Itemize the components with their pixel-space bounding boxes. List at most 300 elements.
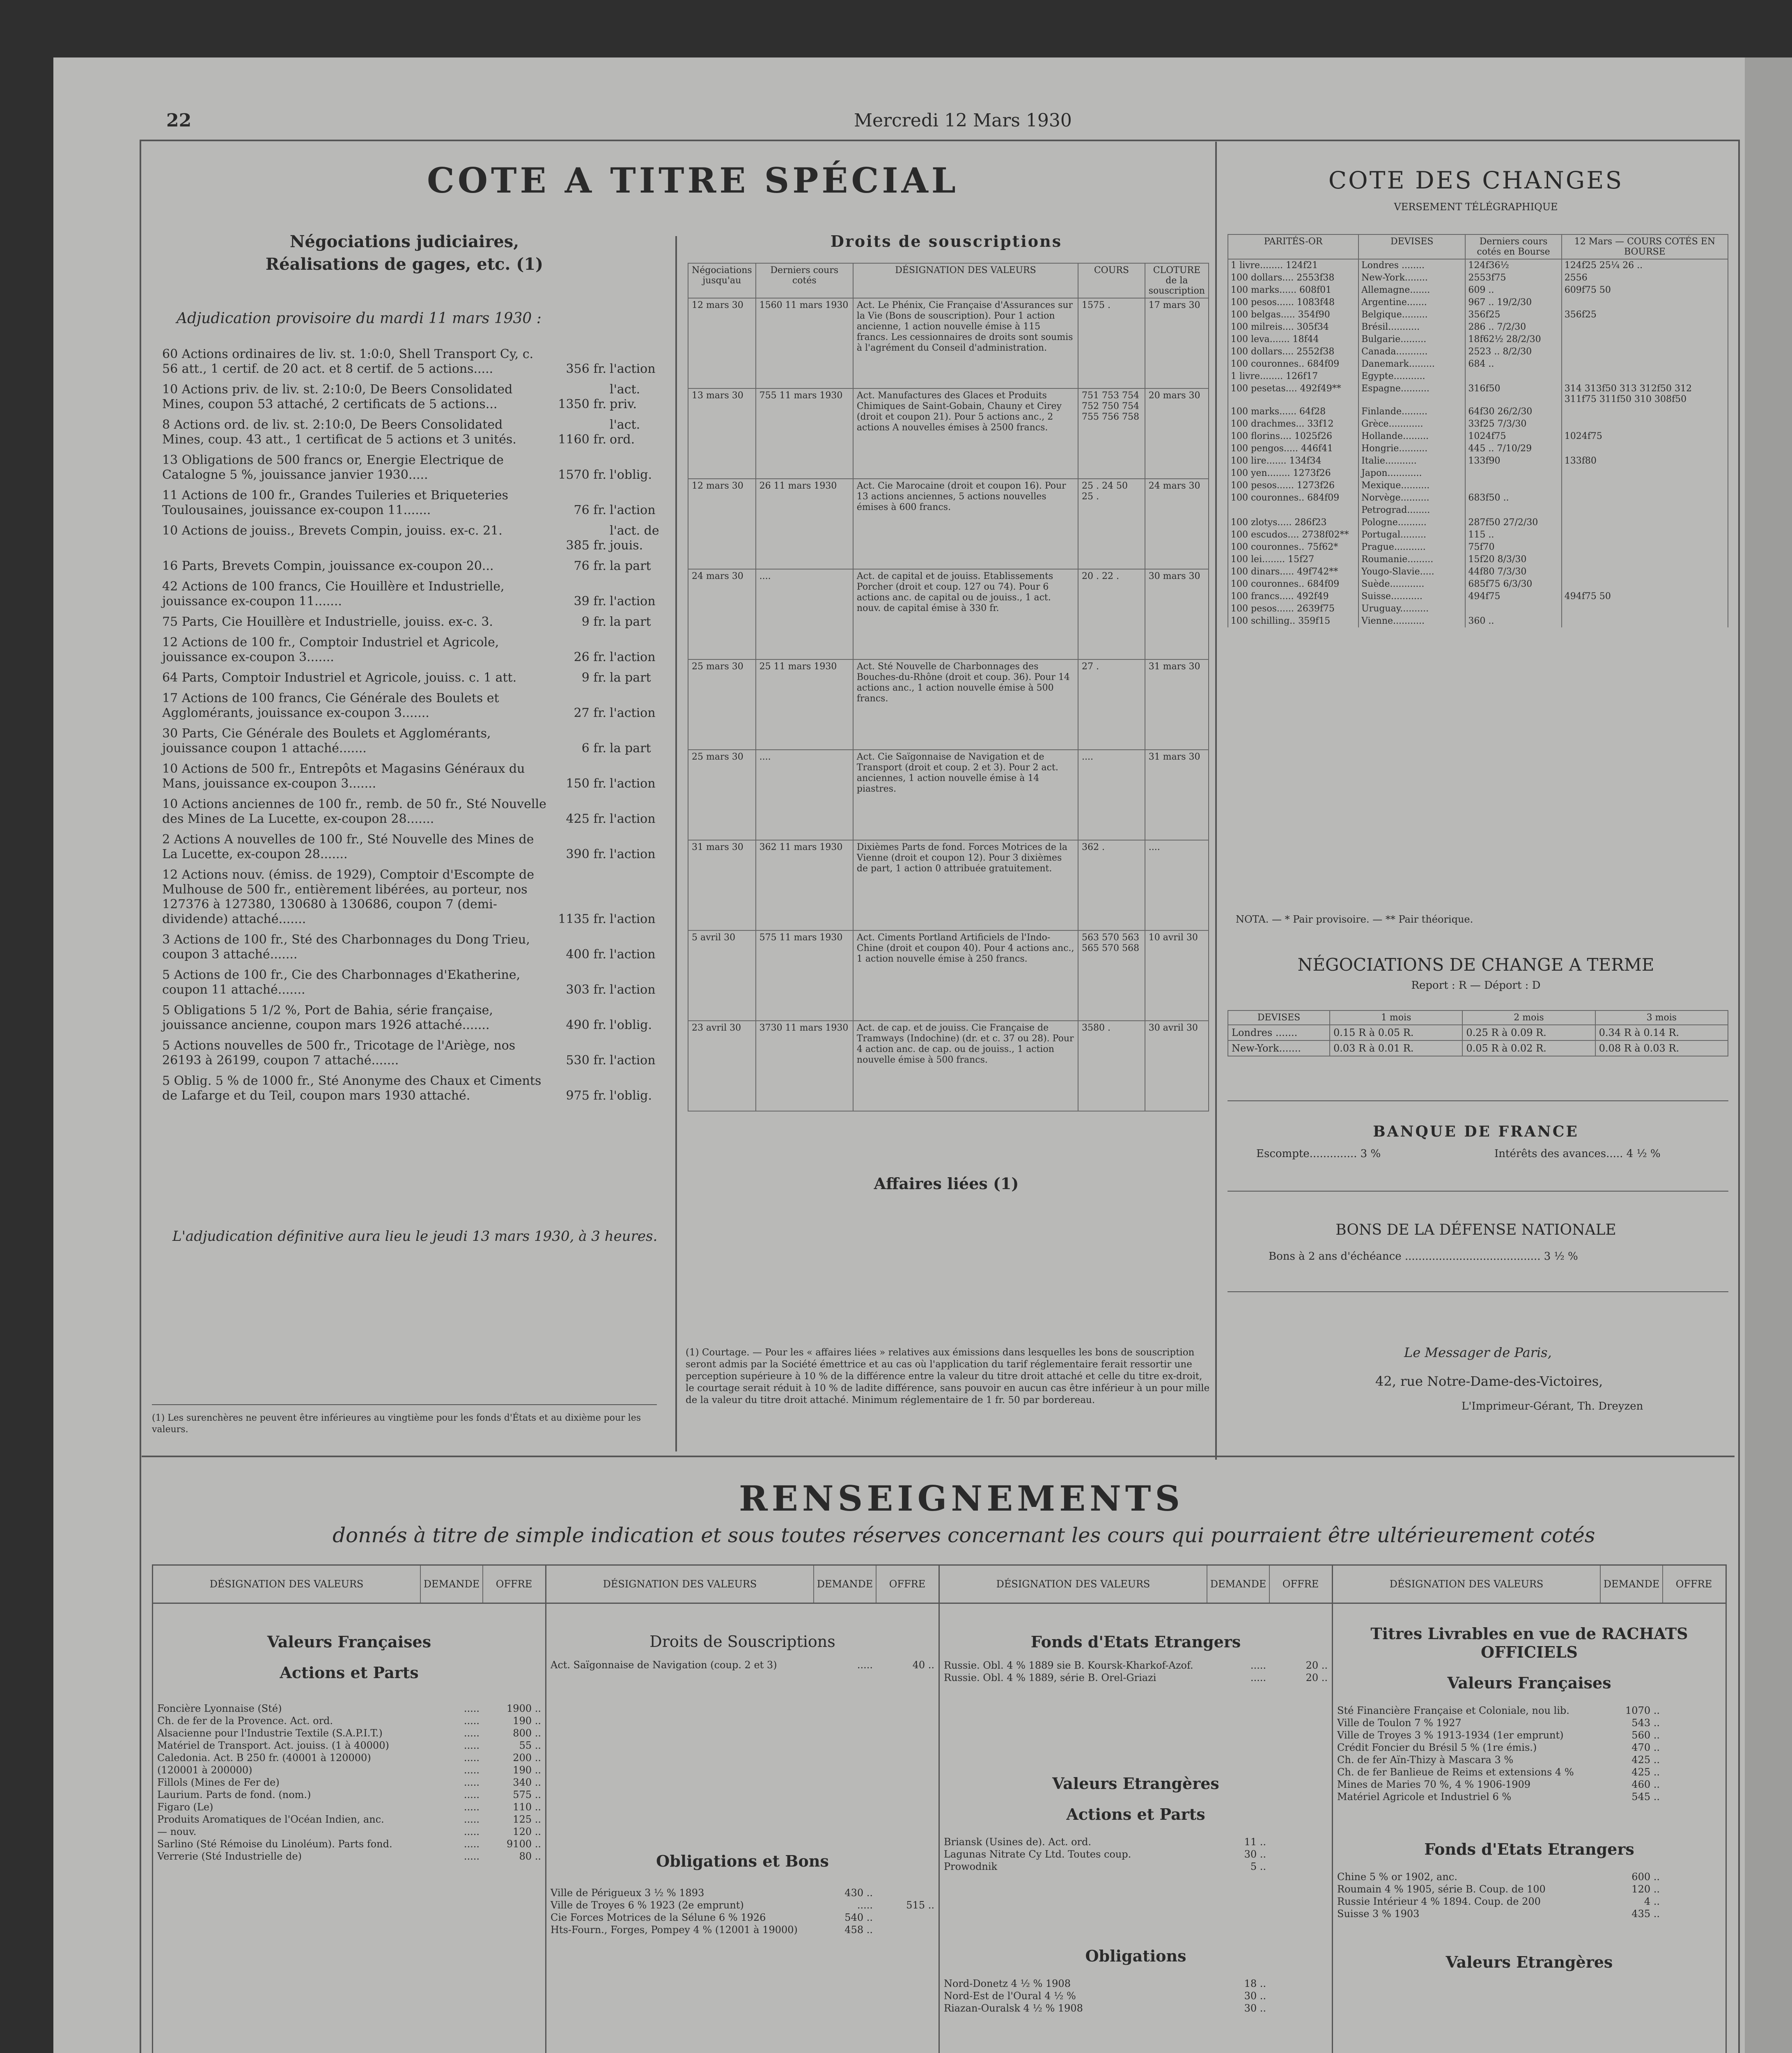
col-header: DÉSIGNATION DES VALEURS <box>853 263 1078 298</box>
item-demande: ..... <box>463 1703 480 1714</box>
item-demande: ..... <box>463 1851 480 1862</box>
cote-item-text: 64 Parts, Comptoir Industriel et Agricole, jouiss. c. 1 att. <box>162 671 517 685</box>
col-header: DEMANDE <box>421 1566 483 1603</box>
cote-title: COTE A TITRE SPÉCIAL <box>427 160 959 201</box>
table-cell: Mexique.......... <box>1358 480 1465 492</box>
cote-item-unit: la part <box>610 559 651 573</box>
rens-list <box>1333 1704 1725 1803</box>
cote-item <box>162 418 667 447</box>
col-header: Derniers cours cotés <box>756 263 853 298</box>
table-cell: Egypte........... <box>1358 370 1465 383</box>
list-item <box>153 1789 545 1801</box>
list-item <box>153 1838 545 1850</box>
item-name: Figaro (Le) <box>157 1801 213 1813</box>
cote-item <box>162 453 667 482</box>
table-cell: Act. de capital et de jouiss. Etablissements Porcher (droit et coup. 127 ou 74). Pour 6 actions anc. de capital ou de jouiss., 1 act. nouv. de capital émise à 330 fr. <box>853 569 1078 659</box>
table-row <box>1228 590 1728 603</box>
table-cell: Allemagne....... <box>1358 284 1465 296</box>
item-name: Verrerie (Sté Industrielle de) <box>157 1851 302 1862</box>
table-cell: Japon............ <box>1358 467 1465 480</box>
list-item <box>153 1776 545 1789</box>
table-cell: 133f80 <box>1562 455 1728 467</box>
col-header: DEMANDE <box>814 1566 876 1603</box>
list-item <box>940 1836 1332 1848</box>
cote-item-text: 10 Actions priv. de liv. st. 2:10:0, De Beers Consolidated Mines, coupon 53 attaché, 2 certificats de 5 actions... <box>162 382 513 411</box>
list-item <box>1333 1883 1725 1895</box>
table-cell: 100 francs..... 492f49 <box>1228 590 1358 603</box>
table-cell: 100 dollars.... 2552f38 <box>1228 346 1358 358</box>
item-demande: ..... <box>1250 1660 1266 1671</box>
table-cell <box>1562 615 1728 627</box>
divider <box>1228 1191 1728 1192</box>
table-cell: 64f30 26/2/30 <box>1465 406 1561 418</box>
cote-item-text: 5 Oblig. 5 % de 1000 fr., Sté Anonyme des Chaux et Ciments de Lafarge et du Teil, coupon mars 1930 attaché. <box>162 1074 542 1103</box>
cote-item-unit: l'action <box>610 776 656 791</box>
item-demande: 600 .. <box>1631 1871 1660 1883</box>
item-offre <box>1660 1791 1721 1803</box>
rens-list <box>940 1659 1332 1684</box>
item-offre <box>873 1911 934 1924</box>
item-name: Russie. Obl. 4 % 1889, série B. Orel-Griazi <box>944 1672 1156 1683</box>
cote-item-text: 3 Actions de 100 fr., Sté des Charbonnages du Dong Trieu, coupon 3 attaché....... <box>162 932 530 962</box>
table-cell: 2523 .. 8/2/30 <box>1465 346 1561 358</box>
item-offre <box>1660 1729 1721 1741</box>
table-cell: 609 .. <box>1465 284 1561 296</box>
item-name: Caledonia. Act. B 250 fr. (40001 à 120000) <box>157 1752 371 1764</box>
cote-item <box>162 671 667 685</box>
list-item <box>940 2002 1332 2014</box>
table-row <box>1228 1040 1728 1056</box>
cote-item <box>162 1074 667 1103</box>
item-offre <box>1266 1836 1328 1848</box>
cote-item-price: 39 fr. <box>574 594 606 609</box>
item-offre <box>1266 2002 1328 2014</box>
item-demande: 560 .. <box>1631 1729 1660 1741</box>
rens-list <box>940 1836 1332 1873</box>
table-cell: 100 escudos.... 2738f02** <box>1228 529 1358 541</box>
table-cell: 20 . 22 . <box>1078 569 1145 659</box>
cote-item-unit: l'action <box>610 983 656 997</box>
item-demande: 460 .. <box>1631 1779 1660 1790</box>
item-offre: 40 .. <box>912 1659 934 1671</box>
table-cell: 31 mars 30 <box>1145 659 1209 750</box>
table-row <box>1228 383 1728 406</box>
item-name: Matériel de Transport. Act. jouiss. (1 à 40000) <box>157 1740 389 1751</box>
table-cell: 124f25 25¼ 26 .. <box>1562 259 1728 272</box>
col-header: DEVISES <box>1228 1010 1330 1025</box>
table-cell <box>1562 603 1728 615</box>
table-cell <box>1562 553 1728 566</box>
cote-item-price: 1135 fr. <box>558 912 606 926</box>
table-cell: 24 mars 30 <box>688 569 756 659</box>
table-cell: 362 11 mars 1930 <box>756 840 853 930</box>
table-cell <box>1562 529 1728 541</box>
table-cell: 1024f75 <box>1465 430 1561 443</box>
item-demande: ..... <box>1250 1672 1266 1683</box>
item-demande: ..... <box>463 1727 480 1739</box>
cote-item <box>162 615 667 629</box>
table-cell: 115 .. <box>1465 529 1561 541</box>
item-offre <box>1660 1741 1721 1754</box>
col-header: OFFRE <box>496 1578 532 1590</box>
section-heading: Actions et Parts <box>280 1663 419 1682</box>
item-offre: 110 .. <box>513 1801 541 1813</box>
definitive-notice: L'adjudication définitive aura lieu le jeudi 13 mars 1930, à 3 heures. <box>172 1228 658 1245</box>
table-row <box>1228 492 1728 504</box>
table-row <box>1228 321 1728 333</box>
section-heading: Valeurs Etrangères <box>1052 1774 1219 1793</box>
cote-item-text: 11 Actions de 100 fr., Grandes Tuileries et Briqueteries Toulousaines, jouissance ex-coupon 11....... <box>162 488 508 517</box>
table-cell: Hongrie.......... <box>1358 443 1465 455</box>
item-demande: 458 .. <box>844 1924 873 1936</box>
item-demande: 545 .. <box>1631 1791 1660 1803</box>
item-name: Roumain 4 % 1905, série B. Coup. de 100 <box>1337 1883 1546 1895</box>
table-cell: 23 avril 30 <box>688 1021 756 1111</box>
cote-item-price: 1570 fr. <box>558 468 606 482</box>
cote-item <box>162 488 667 518</box>
cote-item-price: 9 fr. <box>581 615 606 629</box>
table-row <box>1228 418 1728 430</box>
cote-item-unit: l'oblig. <box>610 1018 652 1032</box>
table-row <box>688 479 1209 569</box>
item-name: Sarlino (Sté Rémoise du Linoléum). Parts fond. <box>157 1838 392 1850</box>
item-name: Lagunas Nitrate Cy Ltd. Toutes coup. <box>944 1849 1131 1860</box>
item-offre <box>1660 1871 1721 1883</box>
table-row <box>688 1021 1209 1111</box>
col-header: OFFRE <box>1282 1578 1319 1590</box>
table-row <box>1228 296 1728 309</box>
divider <box>1215 142 1217 1460</box>
item-name: Riazan-Ouralsk 4 ½ % 1908 <box>944 2002 1083 2014</box>
cote-footnote: (1) Les surenchères ne peuvent être inférieures au vingtième pour les fonds d'États et au dixième pour les valeurs. <box>152 1413 641 1435</box>
table-cell <box>1562 406 1728 418</box>
table-row <box>1228 517 1728 529</box>
table-row <box>1228 467 1728 480</box>
item-offre: 55 .. <box>519 1740 541 1751</box>
table-cell: 27 . <box>1078 659 1145 750</box>
table-row <box>688 750 1209 840</box>
cote-item-price: 425 fr. <box>566 812 606 826</box>
table-cell: Finlande......... <box>1358 406 1465 418</box>
table-cell: 100 pesos...... 2639f75 <box>1228 603 1358 615</box>
table-row <box>1228 333 1728 346</box>
table-cell: 1024f75 <box>1562 430 1728 443</box>
table-cell: Yougo-Slavie..... <box>1358 566 1465 578</box>
list-item <box>153 1739 545 1752</box>
table-cell: 100 lei........ 15f27 <box>1228 553 1358 566</box>
cote-item-price: 6 fr. <box>581 741 606 756</box>
item-offre <box>873 1924 934 1936</box>
table-cell: 100 couronnes.. 684f09 <box>1228 358 1358 370</box>
table-cell: 356f25 <box>1465 309 1561 321</box>
list-item <box>153 1752 545 1764</box>
table-cell: 17 mars 30 <box>1145 298 1209 388</box>
cote-item-price: 390 fr. <box>566 847 606 861</box>
escompte-rate: Escompte.............. 3 % <box>1256 1148 1381 1160</box>
table-cell: 494f75 50 <box>1562 590 1728 603</box>
imprint-line-2: 42, rue Notre-Dame-des-Victoires, <box>1375 1373 1603 1389</box>
item-name: Ville de Périgueux 3 ½ % 1893 <box>551 1887 704 1899</box>
table-cell: Bulgarie......... <box>1358 333 1465 346</box>
table-cell: 1 livre........ 124f21 <box>1228 259 1358 272</box>
table-cell: 124f36½ <box>1465 259 1561 272</box>
table-cell: 18f62½ 28/2/30 <box>1465 333 1561 346</box>
rens-list <box>1333 1871 1725 1920</box>
col-header: CLOTURE de la souscription <box>1145 263 1209 298</box>
table-cell: 100 lire....... 134f34 <box>1228 455 1358 467</box>
table-cell: Suède............ <box>1358 578 1465 590</box>
table-cell: 100 pesos...... 1273f26 <box>1228 480 1358 492</box>
item-name: Russie. Obl. 4 % 1889 sie B. Koursk-Kharkof-Azof. <box>944 1660 1193 1671</box>
item-demande: 540 .. <box>844 1912 873 1923</box>
item-name: Nord-Donetz 4 ½ % 1908 <box>944 1978 1071 1989</box>
item-demande: ..... <box>463 1752 480 1764</box>
table-cell <box>1228 504 1358 517</box>
changes-title: COTE DES CHANGES <box>1328 166 1624 194</box>
item-name: Sté Financière Française et Coloniale, nou lib. <box>1337 1705 1569 1716</box>
table-cell: Grèce............ <box>1358 418 1465 430</box>
col-header: DEMANDE <box>1601 1566 1663 1603</box>
col-header: Négociations jusqu'au <box>688 263 756 298</box>
item-demande: ..... <box>463 1838 480 1850</box>
courtage-note: (1) Courtage. — Pour les « affaires liées » relatives aux émissions dans lesquelles les bons de souscription seront admis par la Société émettrice et au cas où l'application du tarif réglementaire ferait ressortir une perception supérieure à 10 % de la différence entre la valeur du titre droit attaché et celle du titre ex-droit, le courtage serait réduit à 10 % de ladite différence, sans pouvoir en aucun cas être inférieur à un pour mille de la valeur du titre droit attaché. Minimum réglementaire de 1 fr. 50 par bordereau. <box>686 1347 1210 1405</box>
item-name: Ch. de fer Aïn-Thizy à Mascara 3 % <box>1337 1754 1514 1766</box>
droits-title: Droits de souscriptions <box>830 232 1062 250</box>
table-cell: 609f75 50 <box>1562 284 1728 296</box>
rens-list <box>153 1702 545 1862</box>
table-cell: Portugal......... <box>1358 529 1465 541</box>
table-cell: Act. Cie Saïgonnaise de Navigation et de Transport (droit et coup. 2 et 3). Pour 2 act. anciennes, 1 action nouvelle émise à 14 piastres. <box>853 750 1078 840</box>
col-header: DÉSIGNATION DES VALEURS <box>153 1566 421 1603</box>
table-row <box>1228 346 1728 358</box>
item-demande: 5 .. <box>1250 1861 1266 1872</box>
item-demande: 4 .. <box>1644 1896 1660 1907</box>
table-cell: 25 mars 30 <box>688 659 756 750</box>
section-heading: Obligations et Bons <box>656 1852 829 1870</box>
item-offre <box>1660 1704 1721 1717</box>
list-item <box>546 1659 938 1671</box>
table-cell <box>1562 578 1728 590</box>
item-demande: 30 .. <box>1244 2002 1266 2014</box>
table-cell: Londres ....... <box>1228 1025 1330 1040</box>
cote-item <box>162 968 667 997</box>
table-cell: Act. Ciments Portland Artificiels de l'Indo-Chine (droit et coupon 40). Pour 4 actions anc., 1 action nouvelle émise à 250 francs. <box>853 930 1078 1021</box>
item-name: Cie Forces Motrices de la Sélune 6 % 1926 <box>551 1912 766 1923</box>
table-cell: 356f25 <box>1562 309 1728 321</box>
table-cell: Argentine....... <box>1358 296 1465 309</box>
cote-item-price: 1160 fr. <box>558 432 606 447</box>
table-cell: Roumanie......... <box>1358 553 1465 566</box>
col-header: DEVISES <box>1358 234 1465 259</box>
item-name: Prowodnik <box>944 1861 998 1872</box>
item-demande: ..... <box>463 1777 480 1788</box>
table-cell: 100 leva....... 18f44 <box>1228 333 1358 346</box>
table-cell: 0.03 R à 0.01 R. <box>1330 1040 1462 1056</box>
table-row <box>1228 309 1728 321</box>
item-name: Ville de Toulon 7 % 1927 <box>1337 1717 1462 1729</box>
table-cell <box>1562 566 1728 578</box>
table-cell: Italie........... <box>1358 455 1465 467</box>
cote-item-text: 13 Obligations de 500 francs or, Energie Electrique de Catalogne 5 %, jouissance janvier 1930..... <box>162 453 504 482</box>
cote-item-price: 76 fr. <box>574 503 606 517</box>
item-offre: 515 .. <box>906 1899 934 1911</box>
cote-item-unit: la part <box>610 615 651 629</box>
item-offre <box>1660 1778 1721 1791</box>
table-cell: Act. Manufactures des Glaces et Produits Chimiques de Saint-Gobain, Chauny et Cirey (droit et coupon 21). Pour 5 actions anc., 2 actions A nouvelles émises à 2500 francs. <box>853 388 1078 479</box>
table-row <box>688 298 1209 388</box>
table-cell <box>1465 370 1561 383</box>
cote-item-text: 10 Actions de 500 fr., Entrepôts et Magasins Généraux du Mans, jouissance ex-coupon 3....... <box>162 762 525 791</box>
table-cell: 1560 11 mars 1930 <box>756 298 853 388</box>
table-cell <box>1465 480 1561 492</box>
item-name: Alsacienne pour l'Industrie Textile (S.A.P.I.T.) <box>157 1727 383 1739</box>
cote-item <box>162 797 667 827</box>
col-header: 2 mois <box>1462 1010 1595 1025</box>
item-offre: 20 .. <box>1306 1672 1328 1683</box>
table-cell: 100 dollars.... 2553f38 <box>1228 272 1358 284</box>
item-demande: 470 .. <box>1631 1742 1660 1753</box>
table-cell: 100 belgas..... 354f90 <box>1228 309 1358 321</box>
list-item <box>1333 1871 1725 1883</box>
table-cell: 10 avril 30 <box>1145 930 1209 1021</box>
item-demande: ..... <box>463 1801 480 1813</box>
table-cell: Petrograd........ <box>1358 504 1465 517</box>
table-cell: 30 mars 30 <box>1145 569 1209 659</box>
table-cell: 2553f75 <box>1465 272 1561 284</box>
list-item <box>153 1801 545 1813</box>
item-offre <box>1266 1848 1328 1860</box>
cote-item-unit: l'action <box>610 706 656 720</box>
table-cell: 445 .. 7/10/29 <box>1465 443 1561 455</box>
item-offre <box>1660 1754 1721 1766</box>
issue-date: Mercredi 12 Mars 1930 <box>854 110 1072 131</box>
table-cell: 100 milreis.... 305f34 <box>1228 321 1358 333</box>
item-name: Ville de Troyes 6 % 1923 (2e emprunt) <box>551 1899 744 1911</box>
cote-item-unit: l'action <box>610 1053 656 1068</box>
table-cell: .... <box>1145 840 1209 930</box>
list-item <box>940 1659 1332 1672</box>
item-name: Ch. de fer de la Provence. Act. ord. <box>157 1715 333 1727</box>
item-offre <box>1660 1766 1721 1778</box>
table-cell: Espagne.......... <box>1358 383 1465 406</box>
cote-item-price: 9 fr. <box>581 671 606 685</box>
list-item <box>153 1764 545 1776</box>
cote-item-unit: la part <box>610 671 651 685</box>
table-cell: 684 .. <box>1465 358 1561 370</box>
table-cell: 0.15 R à 0.05 R. <box>1330 1025 1462 1040</box>
table-cell: Belgique......... <box>1358 309 1465 321</box>
item-demande: 435 .. <box>1631 1908 1660 1920</box>
table-cell: .... <box>756 750 853 840</box>
table-cell: 133f90 <box>1465 455 1561 467</box>
table-cell: 100 drachmes... 33f12 <box>1228 418 1358 430</box>
table-cell <box>1562 504 1728 517</box>
table-cell: 75f70 <box>1465 541 1561 553</box>
table-row <box>1228 443 1728 455</box>
col-header: PARITÉS-OR <box>1228 234 1358 259</box>
table-cell: 286 .. 7/2/30 <box>1465 321 1561 333</box>
list-item <box>546 1924 938 1936</box>
table-cell: 967 .. 19/2/30 <box>1465 296 1561 309</box>
table-cell: 100 pesetas.... 492f49** <box>1228 383 1358 406</box>
item-offre <box>1266 1990 1328 2002</box>
item-name: Ville de Troyes 3 % 1913-1934 (1er emprunt) <box>1337 1729 1564 1741</box>
item-demande: ..... <box>463 1814 480 1825</box>
cote-item-text: 42 Actions de 100 francs, Cie Houillère et Industrielle, jouissance ex-coupon 11....... <box>162 579 505 609</box>
cote-item-unit: l'action <box>610 503 656 517</box>
list-item <box>940 1977 1332 1990</box>
table-cell: Danemark......... <box>1358 358 1465 370</box>
item-offre: 190 .. <box>513 1764 541 1776</box>
item-demande: 11 .. <box>1244 1836 1266 1848</box>
cote-item-price: 490 fr. <box>566 1018 606 1032</box>
item-offre: 200 .. <box>513 1752 541 1764</box>
item-offre: 20 .. <box>1306 1660 1328 1671</box>
table-cell: 100 yen........ 1273f26 <box>1228 467 1358 480</box>
table-cell: Act. de cap. et de jouiss. Cie Française de Tramways (Indochine) (dr. et c. 37 ou 28). Pour 4 action anc. de cap. ou de jouiss., 1 action nouvelle émise à 500 francs. <box>853 1021 1078 1111</box>
item-offre: 1900 .. <box>507 1703 541 1714</box>
section-heading: Fonds d'Etats Etrangers <box>1030 1633 1241 1651</box>
list-item <box>1333 1778 1725 1791</box>
table-cell: 31 mars 30 <box>688 840 756 930</box>
item-demande: 30 .. <box>1244 1990 1266 2002</box>
list-item <box>940 1860 1332 1873</box>
table-row <box>1228 553 1728 566</box>
rens-column-4 <box>1333 1566 1725 2053</box>
table-row <box>1228 615 1728 627</box>
col-header: COURS <box>1078 263 1145 298</box>
table-cell <box>1562 296 1728 309</box>
cote-item-text: 5 Obligations 5 1/2 %, Port de Bahia, série française, jouissance ancienne, coupon mars 1926 attaché....... <box>162 1003 493 1032</box>
table-cell: 100 zlotys..... 286f23 <box>1228 517 1358 529</box>
table-cell: Pologne.......... <box>1358 517 1465 529</box>
table-cell <box>1465 603 1561 615</box>
table-cell: 100 marks...... 64f28 <box>1228 406 1358 418</box>
affaires-liees: Affaires liées (1) <box>874 1174 1019 1193</box>
table-row <box>1228 541 1728 553</box>
cote-item-text: 17 Actions de 100 francs, Cie Générale des Boulets et Agglomérants, jouissance ex-coupon 3....... <box>162 691 499 720</box>
table-cell: 100 florins.... 1025f26 <box>1228 430 1358 443</box>
list-item <box>940 1672 1332 1684</box>
list-item <box>1333 1895 1725 1908</box>
list-item <box>1333 1717 1725 1729</box>
table-cell <box>1562 467 1728 480</box>
table-cell: 24 mars 30 <box>1145 479 1209 569</box>
imprint-line-3: L'Imprimeur-Gérant, Th. Dreyzen <box>1462 1400 1643 1412</box>
table-cell <box>1562 480 1728 492</box>
table-cell: 100 schilling.. 359f15 <box>1228 615 1358 627</box>
table-cell: Prague........... <box>1358 541 1465 553</box>
cote-item-price: 400 fr. <box>566 947 606 962</box>
table-cell <box>1562 492 1728 504</box>
item-demande: 18 .. <box>1244 1978 1266 1989</box>
cote-item-unit: l'act. de jouis. <box>610 524 659 553</box>
table-cell: 685f75 6/3/30 <box>1465 578 1561 590</box>
table-cell <box>1562 333 1728 346</box>
table-cell: 25 mars 30 <box>688 750 756 840</box>
table-cell: 30 avril 30 <box>1145 1021 1209 1111</box>
item-offre: 125 .. <box>513 1814 541 1825</box>
item-name: Ch. de fer Banlieue de Reims et extensions 4 % <box>1337 1766 1574 1778</box>
cote-item-price: 27 fr. <box>574 706 606 720</box>
section-heading: Actions et Parts <box>1066 1805 1205 1823</box>
rens-column-2 <box>546 1566 940 2053</box>
table-cell: Act. Sté Nouvelle de Charbonnages des Bouches-du-Rhône (droit et coup. 36). Pour 14 actions anc., 1 action nouvelle émise à 500 francs. <box>853 659 1078 750</box>
list-item <box>153 1702 545 1715</box>
cote-item-price: 76 fr. <box>574 559 606 573</box>
table-row <box>1228 504 1728 517</box>
bons-line: Bons à 2 ans d'échéance ........................................ 3 ½ % <box>1269 1250 1578 1263</box>
